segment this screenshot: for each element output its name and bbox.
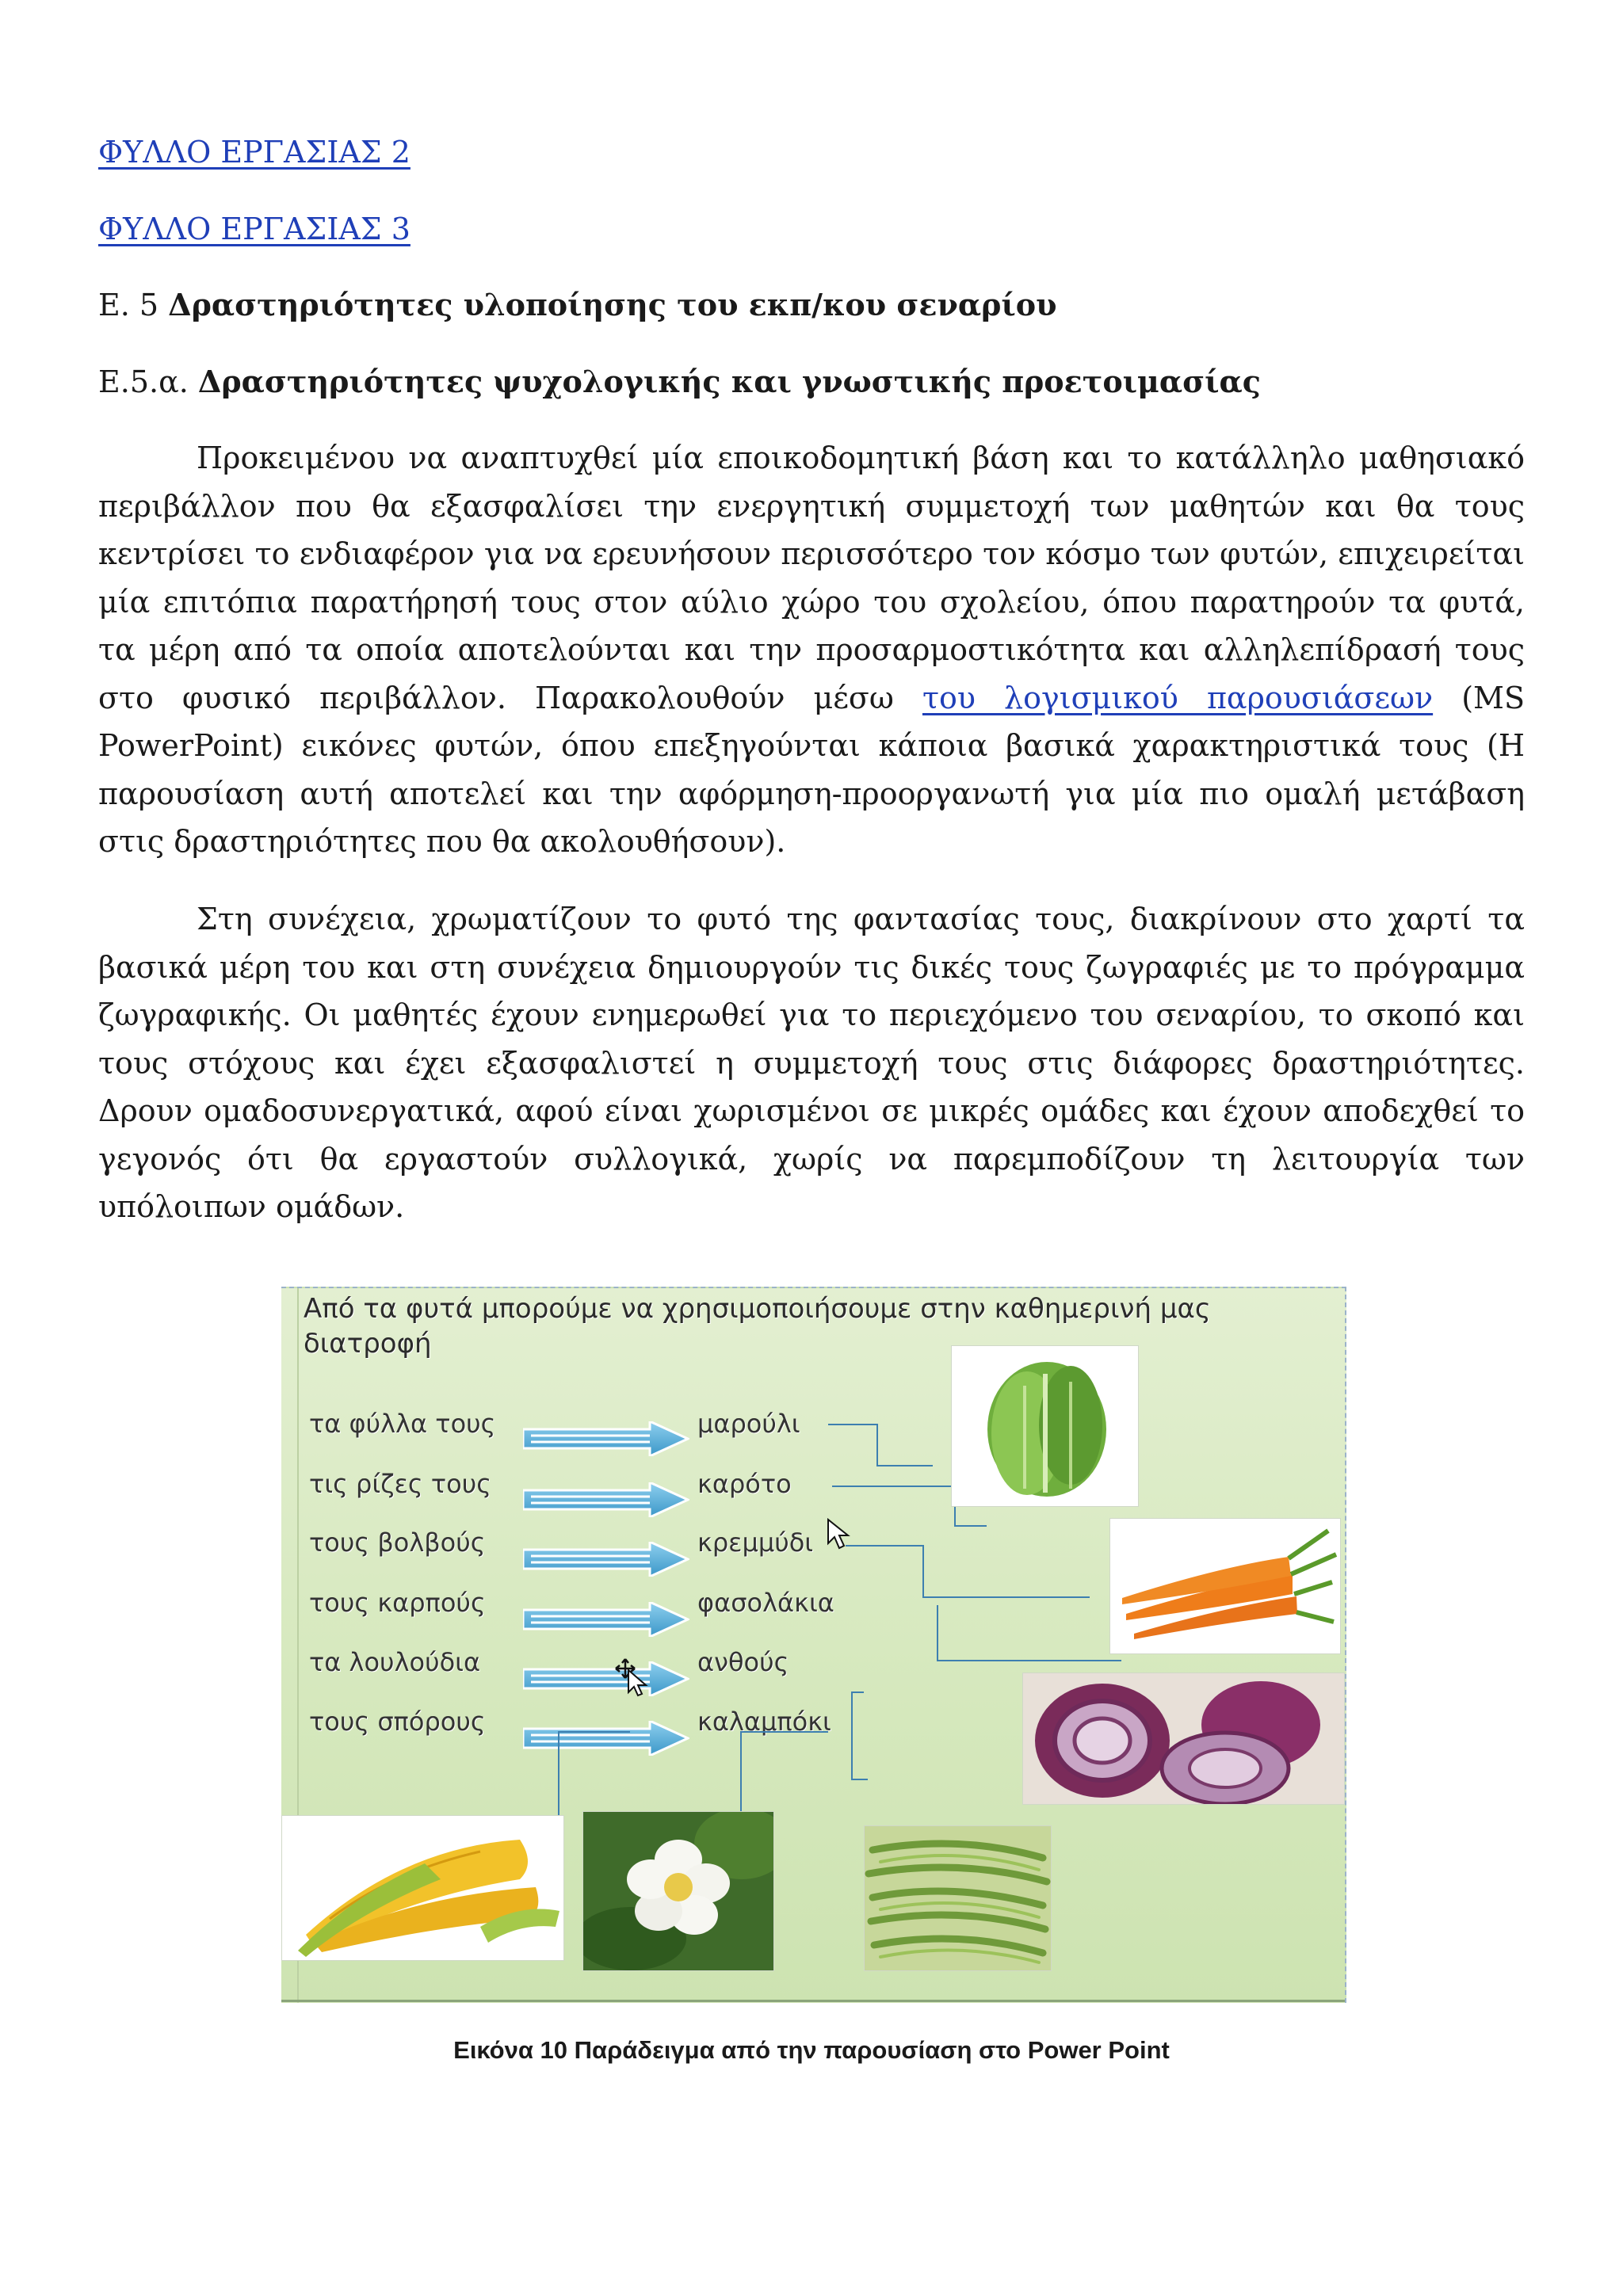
slide-row-part-1: τα φύλλα τους xyxy=(309,1409,496,1439)
mouse-pointer-icon xyxy=(827,1518,850,1550)
slide-row-part-6: τους σπόρους xyxy=(309,1707,486,1737)
strawberry-flower-image xyxy=(582,1811,774,1971)
carrots-image xyxy=(1109,1518,1341,1654)
figure-caption: Εικόνα 10 Παράδειγμα από την παρουσίαση στο Power Point xyxy=(453,2036,1170,2064)
section-e5-title: Δραστηριότητες υλοποίησης του εκπ/κου σεναρίου xyxy=(168,287,1057,322)
slide-row-example-1: μαρούλι xyxy=(697,1409,800,1439)
slide-title: Από τα φυτά μπορούμε να χρησιμοποιήσουμε στην καθημερινή μας διατροφή xyxy=(304,1293,1211,1360)
slide-bottom-edge xyxy=(281,2000,1345,2002)
red-onions-image xyxy=(1022,1672,1345,1805)
move-cursor-icon xyxy=(614,1657,649,1697)
paragraph-1 xyxy=(98,434,1525,866)
slide-row-part-5: τα λουλούδια xyxy=(309,1647,481,1677)
section-e5-number: Ε. 5 xyxy=(98,288,159,322)
paragraph-1-text-a: Προκειμένου να αναπτυχθεί μία εποικοδομητική βάση και το κατάλληλο μαθησιακό περιβάλλον που θα εξασφαλίσει την ενεργητική συμμετοχή των μαθητών και θα τους κεντρίσει το ενδιαφέρον για να ερευνήσουν περισσότερο τον κόσμο των φυτών, επιχειρείται μία επιτόπια παρατήρησή τους στον αύλιο χώρο του σχολείου, όπου παρατηρούν τα φυτά, τα μέρη από τα οποία αποτελούνται και την προσαρμοστικότητα και αλληλεπίδρασή τους στο φυσικό περιβάλλον. Παρακολουθούν μέσω xyxy=(98,441,1525,715)
worksheet-3-link[interactable]: ΦΥΛΛΟ ΕΡΓΑΣΙΑΣ 3 xyxy=(98,212,411,246)
section-e5a-title: Δραστηριότητες ψυχολογικής και γνωστικής προετοιμασίας xyxy=(197,364,1261,399)
slide-row-part-2: τις ρίζες τους xyxy=(309,1469,491,1499)
corn-image xyxy=(281,1815,564,1961)
paragraph-2: Στη συνέχεια, χρωματίζουν το φυτό της φαντασίας τους, διακρίνουν στο χαρτί τα βασικά μέρη του και στη συνέχεια δημιουργούν τις δικές τους ζωγραφιές με το πρόγραμμα ζωγραφικής. Οι μαθητές έχουν ενημερωθεί για το περιεχόμενο του σεναρίου, το σκοπό και τους στόχους και έχει εξασφαλιστεί η συμμετοχή τους στις διάφορες δραστηριότητες. Δρουν ομαδοσυνεργατικά, αφού είναι χωρισμένοι σε μικρές ομάδες και έχουν αποδεχθεί το γεγονός ότι θα εργαστούν συλλογικά, χωρίς να παρεμποδίζουν τη λειτουργία των υπόλοιπων ομάδων. xyxy=(98,902,1525,1224)
powerpoint-slide-figure xyxy=(281,1287,1346,2003)
slide-row-part-3: τους βολβούς xyxy=(309,1527,486,1558)
green-beans-image xyxy=(864,1825,1052,1971)
paragraph-1-text-b: (MS PowerPoint) εικόνες φυτών, όπου επεξηγούνται κάποια βασικά χαρακτηριστικά τους (Η παρουσίαση αυτή αποτελεί και την αφόρμηση-προοργανωτή για μία πιο ομαλή μετάβαση στις δραστηριότητες που θα ακολουθήσουν). xyxy=(98,680,1525,859)
presentation-software-link[interactable]: του λογισμικού παρουσιάσεων xyxy=(922,680,1434,715)
section-e5a-heading xyxy=(98,364,1261,399)
slide-row-example-2: καρότο xyxy=(697,1469,792,1499)
section-e5-heading xyxy=(98,287,1056,322)
slide-row-example-3: κρεμμύδι xyxy=(697,1527,814,1558)
slide-row-example-6: καλαμπόκι xyxy=(697,1707,831,1737)
worksheet-2-link[interactable]: ΦΥΛΛΟ ΕΡΓΑΣΙΑΣ 2 xyxy=(98,135,411,170)
section-e5a-number: Ε.5.α. xyxy=(98,364,189,399)
slide-row-example-5: ανθούς xyxy=(697,1647,789,1677)
slide-row-example-4: φασολάκια xyxy=(697,1588,834,1618)
slide-row-part-4: τους καρπούς xyxy=(309,1588,486,1618)
lettuce-image xyxy=(951,1345,1139,1507)
